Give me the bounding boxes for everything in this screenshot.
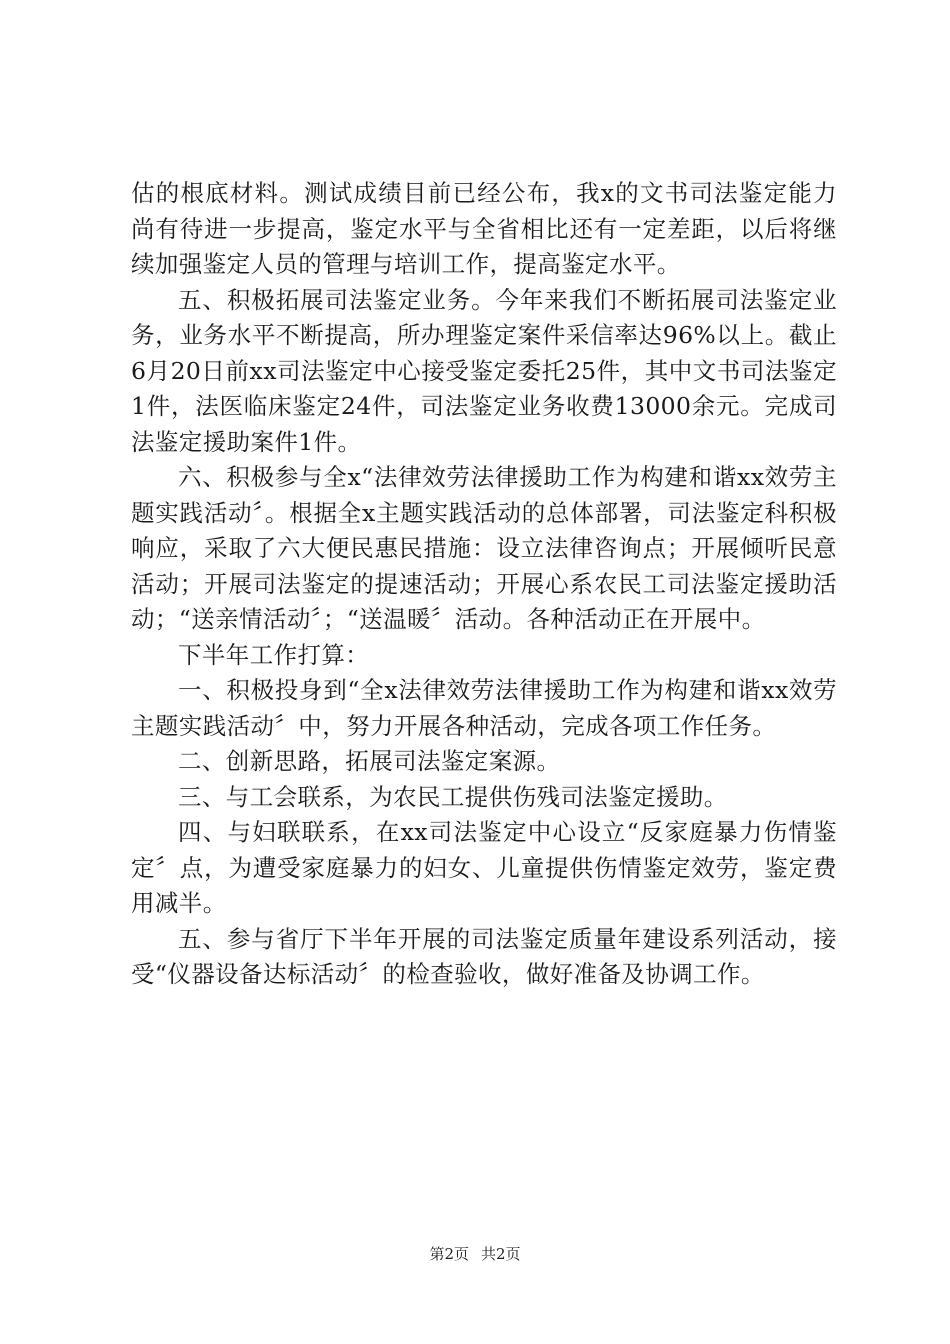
section-heading-plan: 下半年工作打算：: [178, 640, 370, 669]
page-number: 第2页: [429, 1245, 469, 1263]
plan-item-2: 二、创新思路，拓展司法鉴定案源。: [178, 747, 561, 775]
plan-item-4: 四、与妇联联系，在xx司法鉴定中心设立“反家庭暴力伤情鉴定〞点，为遭受家庭暴力的妇女、儿童提供伤情鉴定效劳，鉴定费用减半。: [131, 818, 837, 917]
page-footer: [0, 1244, 950, 1264]
plan-item-1: 一、积极投身到“全x法律效劳法律援助工作为构建和谐xx效劳主题实践活动〞中，努力开展各种活动，完成各项工作任务。: [131, 676, 837, 740]
document-body: [131, 176, 837, 993]
paragraph-continued: 估的根底材料。测试成绩目前已经公布，我x的文书司法鉴定能力尚有待进一步提高，鉴定水平与全省相比还有一定差距，以后将继续加强鉴定人员的管理与培训工作，提高鉴定水平。: [131, 179, 837, 278]
plan-item-5: 五、参与省厅下半年开展的司法鉴定质量年建设系列活动，接受“仪器设备达标活动〞的检查验收，做好准备及协调工作。: [131, 924, 837, 988]
plan-item-3: 三、与工会联系，为农民工提供伤残司法鉴定援助。: [178, 782, 728, 811]
paragraph-item-6: 六、积极参与全x“法律效劳法律援助工作为构建和谐xx效劳主题实践活动〞。根据全x主题实践活动的总体部署，司法鉴定科积极响应，采取了六大便民惠民措施：设立法律咨询点；开展倾听民意活动；开展司法鉴定的提速活动；开展心系农民工司法鉴定援助活动；“送亲情活动〞；“送温暖〞活动。各种活动正在开展中。: [131, 463, 837, 633]
paragraph-item-5: 五、积极拓展司法鉴定业务。今年来我们不断拓展司法鉴定业务，业务水平不断提高，所办理鉴定案件采信率达96%以上。截止6月20日前xx司法鉴定中心接受鉴定委托25件，其中文书司法鉴定1件，法医临床鉴定24件，司法鉴定业务收费13000余元。完成司法鉴定援助案件1件。: [131, 285, 837, 456]
page-total: 共2页: [481, 1245, 521, 1263]
